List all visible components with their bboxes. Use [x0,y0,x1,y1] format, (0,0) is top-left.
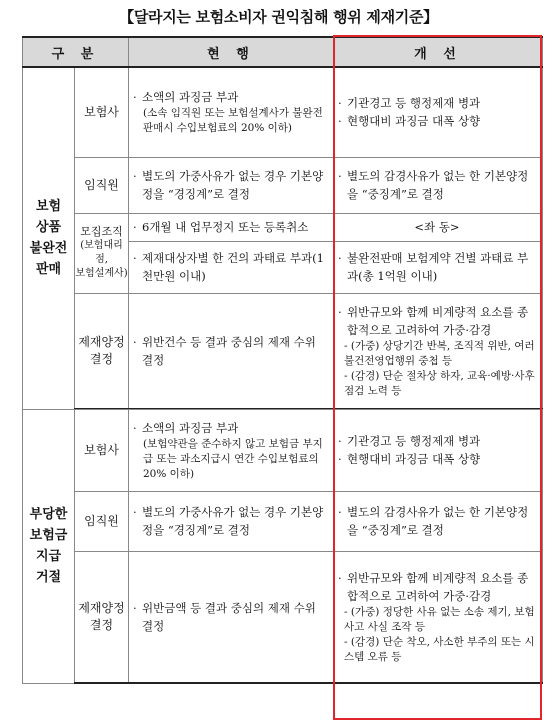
sanction-criteria-table [22,36,543,684]
table-header-row [23,37,543,67]
improved-cell: · 별도의 감경사유가 없는 한 기본양정을 “중징계”로 결정 [334,157,543,213]
current-cell: · 별도의 가중사유가 없는 경우 기본양정을 “경징계”로 결정 [129,491,334,551]
improved-cell: · 위반규모와 함께 비계량적 요소를 종합적으로 고려하여 가중·감경 - (가중) 상당기간 반복, 조직적 위반, 여러 불건전영업행위 중첩 등 - (감경) 단순 절차상 하자, 교육·예방·사후점검 노력 등 [334,293,543,409]
sub-sanction-decision: 제재양정 결정 [75,551,129,683]
table-row [23,67,543,157]
current-cell: · 제재대상자별 한 건의 과태료 부과(1천만원 이내) [129,241,334,293]
current-cell: · 소액의 과징금 부과 (소속 임직원 또는 보험설계사가 불완전판매시 수입보험료의 20% 이하) [129,67,334,157]
table-row [23,491,543,551]
category-mis-selling: 보험 상품 불완전 판매 [23,67,75,409]
document-title: 【달라지는 보험소비자 권익침해 행위 제재기준】 [119,8,438,26]
sub-employee: 임직원 [75,157,129,213]
table-row [23,551,543,683]
improved-cell: · 불완전판매 보험계약 건별 과태료 부과(총 1억원 이내) [334,241,543,293]
improved-cell: · 위반규모와 함께 비계량적 요소를 종합적으로 고려하여 가중·감경 - (가중) 정당한 사유 없는 소송 제기, 보험사고 사실 조작 등 - (감경) 단순 착오, 사소한 부주의 또는 시스템 오류 등 [334,551,543,683]
table-row [23,213,543,241]
sub-sales-org: 모집조직 (보험대리점, 보험설계사) [75,213,129,293]
current-cell: · 위반금액 등 결과 중심의 제재 수위 결정 [129,551,334,683]
header-improved: 개 선 [334,37,543,67]
current-cell: · 위반건수 등 결과 중심의 제재 수위 결정 [129,293,334,409]
improved-cell: · 기관경고 등 행정제재 병과 · 현행대비 과징금 대폭 상향 [334,409,543,491]
table-row [23,409,543,491]
improved-cell: · 별도의 감경사유가 없는 한 기본양정을 “중징계”로 결정 [334,491,543,551]
sub-employee: 임직원 [75,491,129,551]
sub-sanction-decision: 제재양정 결정 [75,293,129,409]
current-cell: · 별도의 가중사유가 없는 경우 기본양정을 “경징계”로 결정 [129,157,334,213]
category-claim-denial: 부당한 보험금 지급 거절 [23,409,75,683]
improved-cell: · 기관경고 등 행정제재 병과 · 현행대비 과징금 대폭 상향 [334,67,543,157]
sub-insurer: 보험사 [75,409,129,491]
sub-insurer: 보험사 [75,67,129,157]
current-cell: · 6개월 내 업무정지 또는 등록취소 [129,213,334,241]
header-category: 구 분 [23,37,129,67]
table-row [23,293,543,409]
improved-same-cell: <좌 동> [334,213,543,241]
table-row [23,157,543,213]
header-current: 현 행 [129,37,334,67]
current-cell: · 소액의 과징금 부과 (보험약관을 준수하지 않고 보험금 부지급 또는 과소지급시 연간 수입보험료의 20% 이하) [129,409,334,491]
